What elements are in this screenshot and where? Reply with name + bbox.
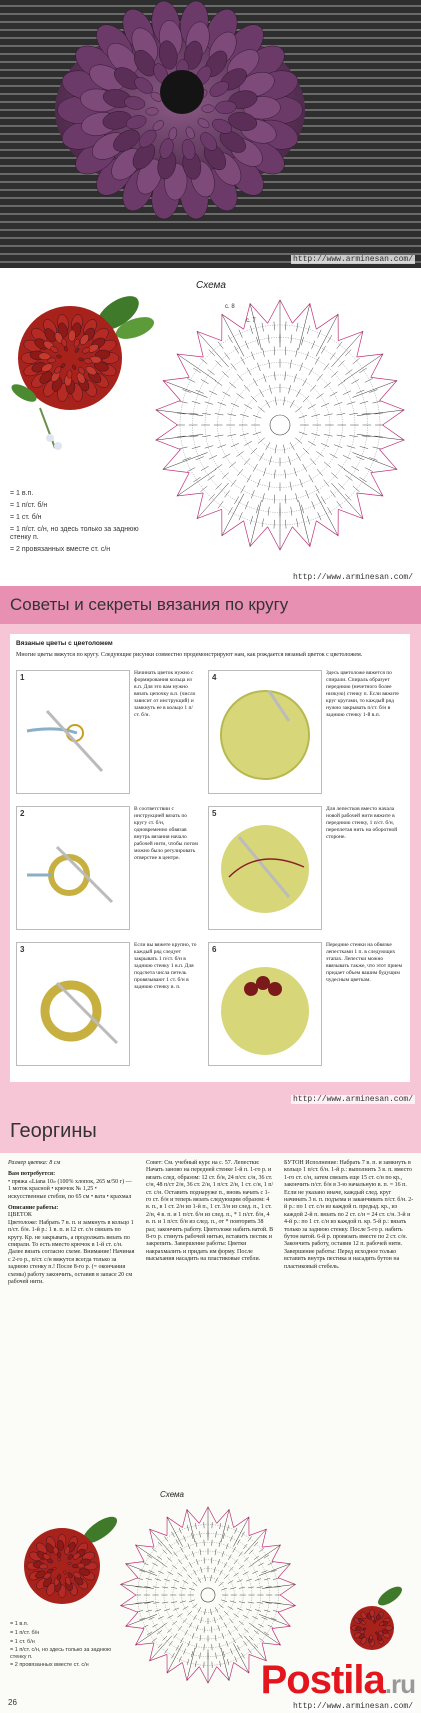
step-text-3: Если вы вяжете крупно, то каждый ряд следует закрывать 1 п/ст. б/н в заднюю стенку 1 в.п. Для подсчета числа петель провязывают 1 ст. б/н в заднюю стенку в. п.: [134, 942, 197, 990]
column-2-text: Совет: См. учебный курс на с. 57. Лепестки: Начать заново на передней стенке 1-й п. 1-го р. и вязать след. образом: 12 ст. б/н, 24 п/ст. с/н, 36 ст. с/н, 48 п/ст 2/н, 36 ст. 2/н, 1 п/ст. 2/н, 1 ст. с/н, 1 п/ст. с/н. Оставить поднаруже п., вновь начать с 1-го ст. б/н и теперь вязать следующим образом: 4 в. п., в 1 ст. 2/н из 1-й п., 1 ст. 3/н из след. п., 1 ст. 2/н, 4 в. п. и 1 п/ст. б/н из след. п., * 1 п/ст. б/н, 4 в. п. и 1 п/ст. б/н из след. п., от * повторить 38 раз; закончить работу. Цветоложе набить ватой. В 8-го р. стянуть рабочей нитью, вставить пестик и закрепить. Завершение работы: Цветки накрахмалить и придать им форму. После высыхания насадить на пластиковые стебли.: [146, 1160, 274, 1263]
dahlia-title: Георгины: [10, 1120, 97, 1142]
watermark: http://www.arminesan.com/: [292, 1702, 413, 1711]
legend-item: = 1 п/ст. с/н, но здесь только за заднюю стенку п.: [10, 1647, 112, 1660]
tips-page: [10, 634, 410, 1082]
legend-item: = 2 провязанных вместе ст. с/н: [10, 546, 111, 553]
step-text-2: В соответствии с инструкцией вязать по кругу ст. б/н, одновременно обвязав внутрь вязания начало рабочей нити, чтобы потом можно было регулировать отверстие в центре.: [134, 806, 198, 861]
step-image-5: [208, 806, 322, 930]
step-text-4: Здесь цветоложе вяжется по спирали. Спираль образует переднюю (нечетного более низкую) стенку п. Если вяжите круг кругами, то каждый ряд нужно закрывать п/ст. б/н в заднюю стенку 1-й в.п.: [326, 670, 399, 718]
step-number: 4: [212, 673, 217, 682]
step-image-3: [16, 942, 130, 1066]
flower-heading: ЦВЕТОК: [8, 1212, 32, 1219]
step-number: 6: [212, 945, 217, 954]
marker-c7: с. 7: [246, 318, 256, 324]
flower-photo: [0, 0, 421, 268]
step-image-2: [16, 806, 130, 930]
legend-item: = 1 п/ст. б/н: [10, 1630, 40, 1636]
legend-item: = 1 п/ст. с/н, но здесь только за заднюю стенку п.: [10, 526, 139, 541]
watermark: http://www.arminesan.com/: [292, 255, 413, 264]
step-image-1: [16, 670, 130, 794]
symbol-legend: [10, 488, 150, 556]
marker-c8: с. 8: [225, 304, 235, 310]
crochet-diagram: [150, 290, 410, 560]
legend-item: = 1 ст. б/н: [10, 1639, 35, 1645]
photo-panel: [0, 0, 421, 268]
legend-item: = 1 в.п.: [10, 1621, 29, 1627]
step-number: 2: [20, 809, 25, 818]
step-number: 1: [20, 673, 25, 682]
tips-panel: [0, 586, 421, 1108]
step-number: 3: [20, 945, 25, 954]
step-number: 5: [212, 809, 217, 818]
schema-title: Схема: [160, 1490, 184, 1499]
legend-item: = 2 провязанных вместе ст. с/н: [10, 1662, 89, 1668]
postila-logo: [261, 1658, 415, 1703]
column-1-text: Цветоложе: Набрать 7 в. п. и замкнуть в кольцо 1 п/ст. б/н. 1-й р.: 1 в. п. и 12 ст. с/н связать по кругу. Кр. не закрывать, а продолжать вязать по спирали. То есть вместо крючок в 1-й ст. с/н. Далее вязать согласно схеме. Внимание! Начиная с 2-го р., п/ст. с/н вяжутся всегда только за заднюю стенку п.! После 8-го р. (= окончания схемы) работу закончить, оставив в запасе 20 см рабочей нити.: [8, 1219, 135, 1286]
size-label: Размер цветка: 8 см: [8, 1160, 61, 1166]
tips-intro: Многие цветы вяжутся по кругу. Следующие рисунки совместно продемонстрируют нам, как рождается вязаный цветок с цветоложем.: [16, 652, 363, 658]
tips-title: Советы и секреты вязания по кругу: [10, 595, 289, 614]
step-image-6: [208, 942, 322, 1066]
description-heading: Описание работы:: [8, 1205, 59, 1212]
page-number: 26: [8, 1698, 17, 1707]
materials-heading: Вам потребуется:: [8, 1171, 56, 1178]
watermark: http://www.arminesan.com/: [292, 1095, 413, 1104]
materials-text: • пряжа «Liana 10» (100% хлопок, 265 м/50 г) — 1 моток красной • крючок № 1,25 • искусственные стебли, по 65 см • вата • крахмал: [8, 1178, 132, 1200]
brand-tld: .ru: [384, 1669, 415, 1699]
step-text-6: Передние стенки на обвязке лепестками 1 п. в следующих этапах. Лепестки можно ввязывать также, что этот прием придает объем вашим будущим чудесным цветкам.: [326, 942, 403, 983]
column-3-text: БУТОН Исполнение: Набрать 7 в. п. и замкнуть в кольцо 1 п/ст. б/н. 1-й р.: выполнить 3 в. п. вместо 1-го ст. с/н, затем связать еще 15 ст. с/н по кр., закончить п/ст. б/н в 3-ю начальную в. п. = 16 п. Если не указано иначе, каждый след. круг начинать 3 в. п. подъема и заканчивать п/ст. б/н. 2-й р.: по 1 ст. с/н из каждой п. предыд. кр., из каждой 2-й п. вязать по 2 ст. с/н = 24 ст. с/н. 3-й и 4-й р.: по 1 ст. с/н из каждой п. кр. 5-й р.: вязать только за заднюю стенку. После 5-го р. набить бутон ватой. 6-й р. провязать вместе по 2 ст. с/н. Закончить работу, оставив 12 п. рабочей нити. Завершение работы: Перед исходное только вставить внутрь пестика и насадить бутон на пластиковый стебель.: [284, 1160, 414, 1270]
symbol-legend: [10, 1620, 120, 1670]
schema-title: Схема: [196, 280, 226, 291]
watermark: http://www.arminesan.com/: [292, 573, 413, 582]
legend-item: = 1 ст. б/н: [10, 514, 42, 521]
legend-item: = 1 п/ст. б/н: [10, 502, 48, 509]
brand-name: Postila: [260, 1658, 385, 1702]
tips-subtitle: Вязаные цветы с цветоложем: [16, 640, 113, 647]
step-text-1: Начинать цветок нужно с формирования кольца из в.п. Для это вам нужно вязать цепочку в.п. (число зависит от инструкций) и замкнуть ее в кольцо 1 п/ст. б/н.: [134, 670, 196, 718]
step-image-4: [208, 670, 322, 794]
legend-item: = 1 в.п.: [10, 490, 34, 497]
schema-panel: [0, 268, 421, 586]
dahlia-panel: [0, 1108, 421, 1713]
step-text-5: Для лепестков вместо начала новой рабочей нити вяжите в переднюю стенку, 1 п/ст. б/н, переплетая нить на оборотной стороне.: [326, 806, 398, 840]
